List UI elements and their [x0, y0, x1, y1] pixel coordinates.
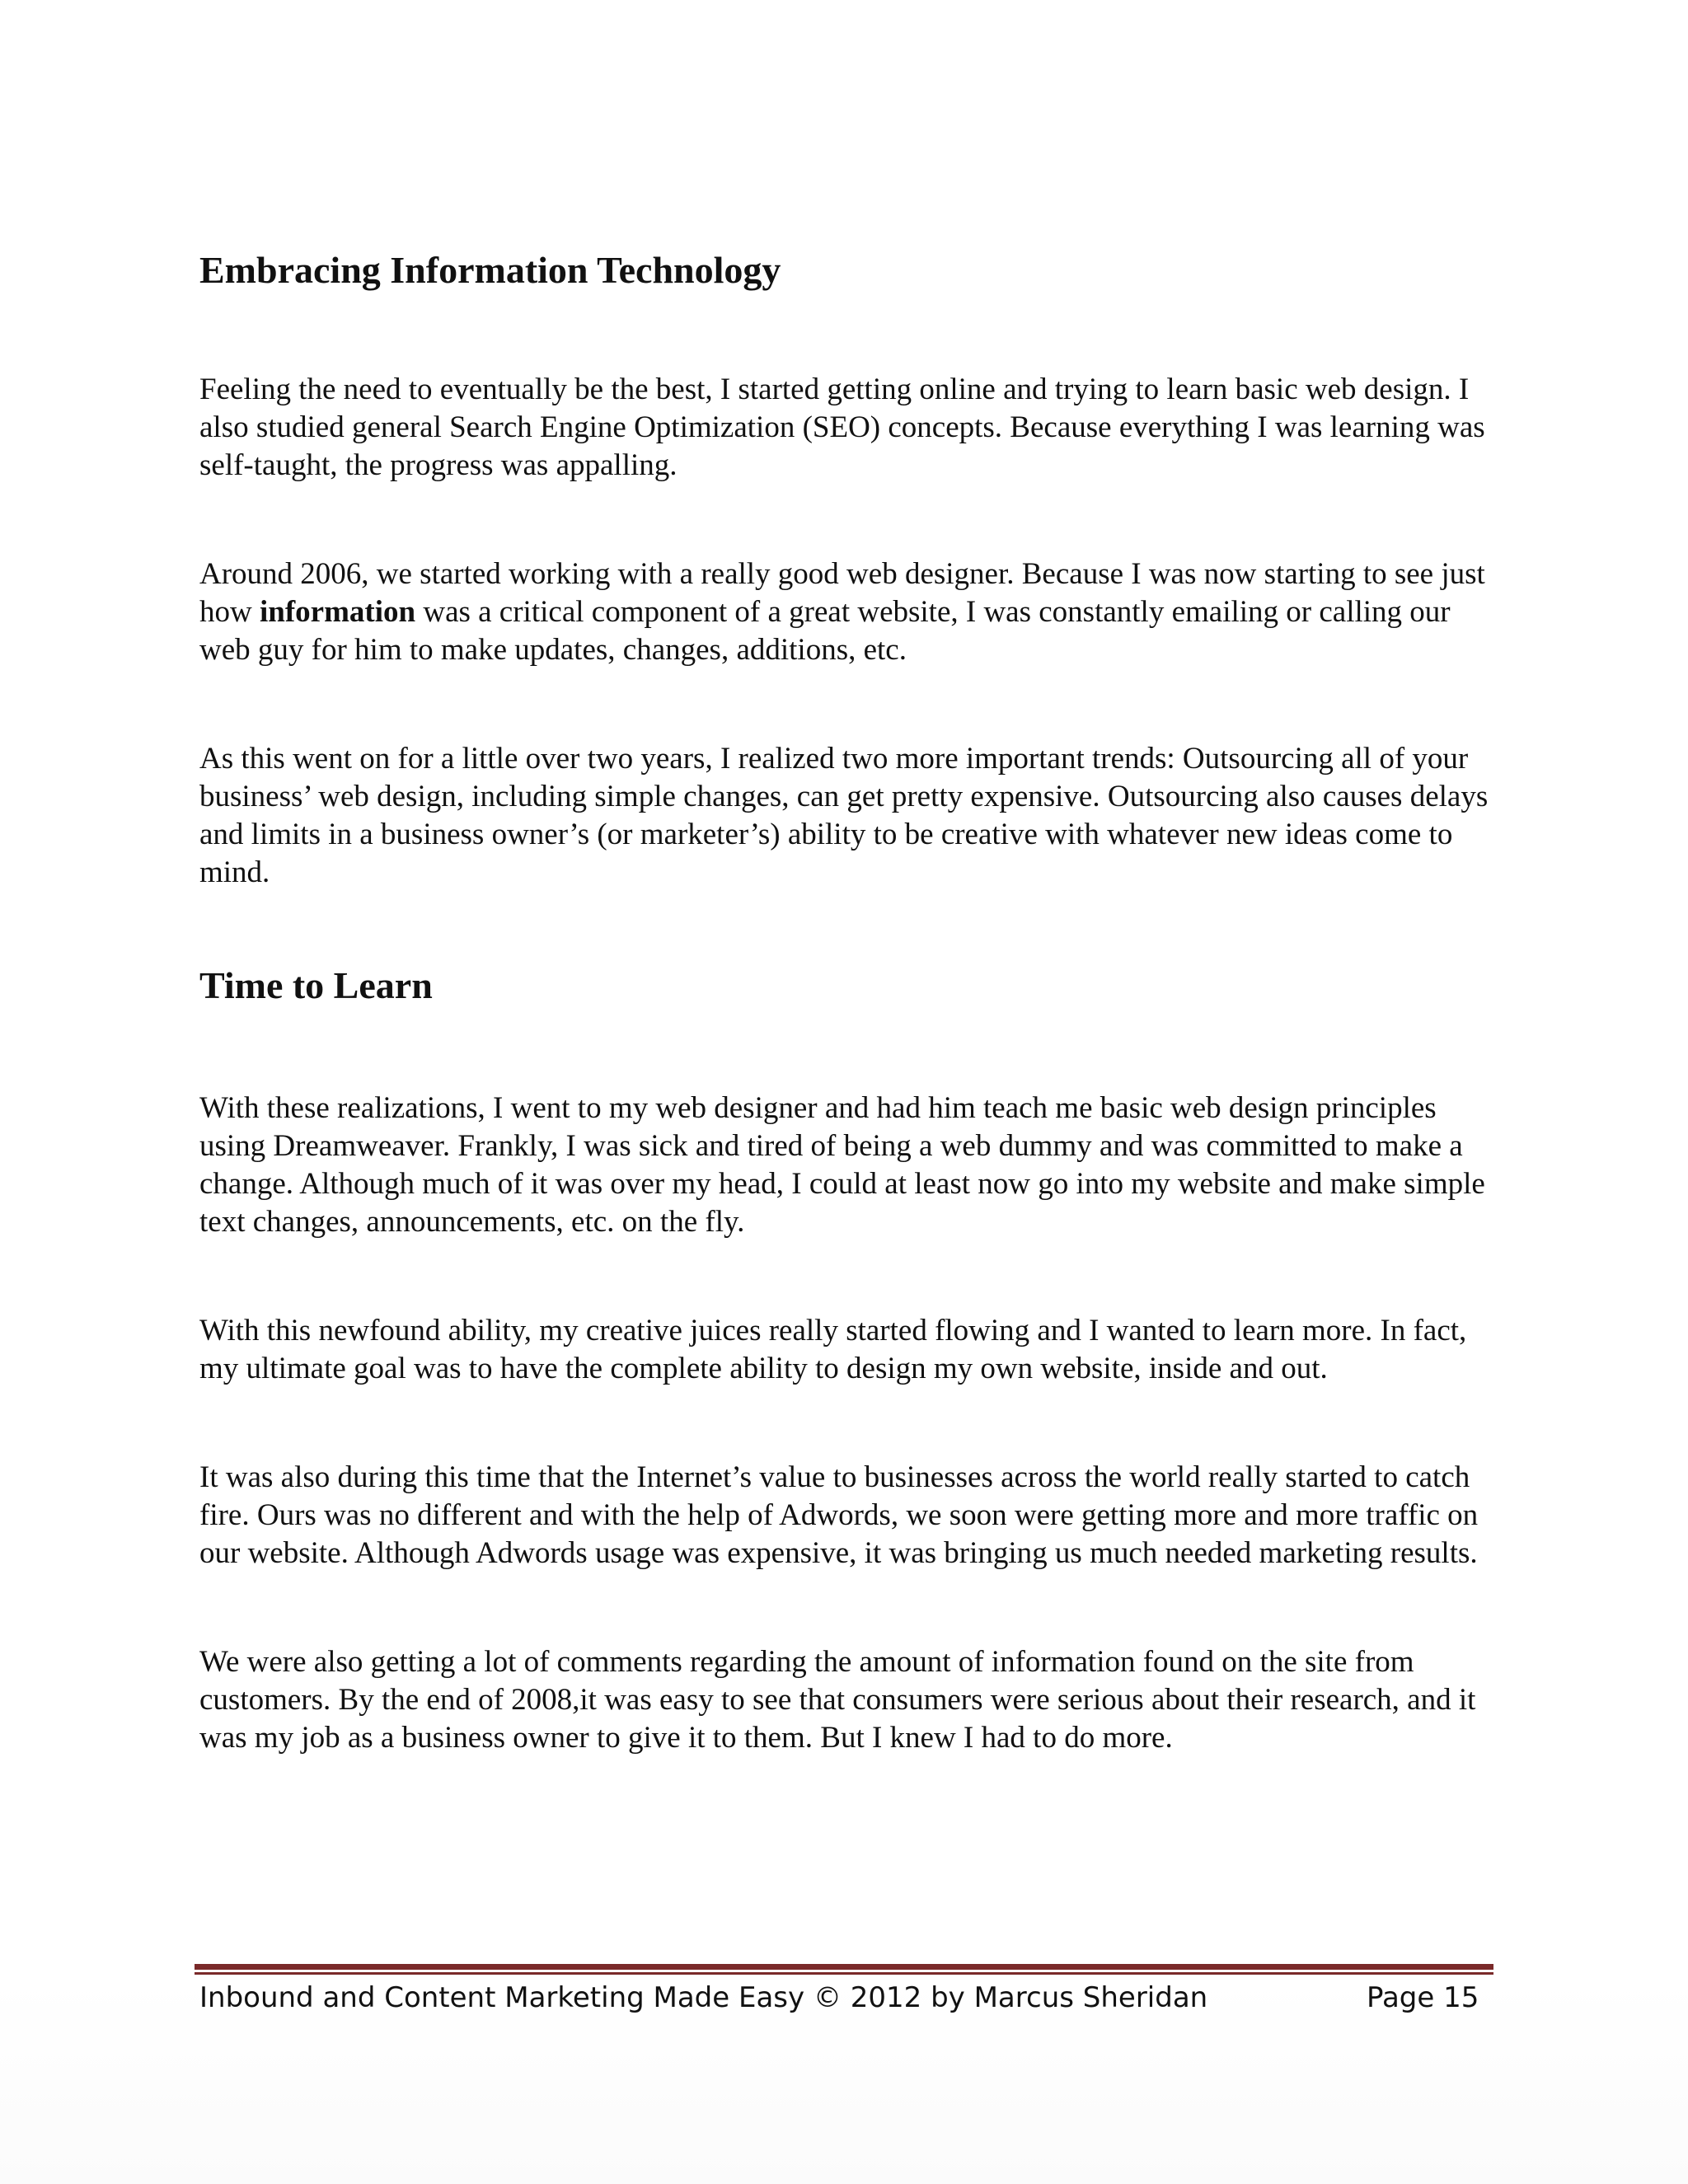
footer-page-number: Page 15 [1367, 1981, 1479, 2014]
paragraph-customer-comments: We were also getting a lot of comments regarding the amount of information found on the site from customers. By the end of 2008,it was easy to see that consumers were serious about their research, and it was my job as a business owner to give it to them. But I knew I had to do more. [199, 1645, 1476, 1755]
paragraph-web-design-learning: Feeling the need to eventually be the best, I started getting online and trying to learn basic web design. I also studied general Search Engine Optimization (SEO) concepts. Because everything I was learning was self-taught, the progress was appalling. [199, 373, 1485, 482]
section-heading-time-to-learn: Time to Learn [199, 964, 433, 1006]
paragraph-text-before: Around 2006, we started working with a really good web designer. Because I was now starting to see just how [199, 557, 1485, 629]
footer-rule-thick [195, 1964, 1493, 1970]
page-content [199, 247, 1493, 1757]
paragraph-newfound-ability: With this newfound ability, my creative juices really started flowing and I wanted to learn more. In fact, my ultimate goal was to have the complete ability to design my own website, inside and out. [199, 1314, 1467, 1385]
bold-word-information: information [259, 595, 416, 629]
paragraph-web-designer-2006 [199, 555, 1493, 669]
paragraph-text-after: was a critical component of a great website, I was constantly emailing or calling our web guy for him to make updates, changes, additions, etc. [199, 595, 1451, 667]
footer-copyright: Inbound and Content Marketing Made Easy © 2012 by Marcus Sheridan [199, 1981, 1208, 2014]
paragraph-internet-value: It was also during this time that the Internet’s value to businesses across the world really started to catch fire. Ours was no different and with the help of Adwords, we soon were getting more and more traffic on our website. Although Adwords usage was expensive, it was bringing us much needed marketing results. [199, 1460, 1479, 1570]
paragraph-dreamweaver: With these realizations, I went to my web designer and had him teach me basic web design principles using Dreamweaver. Frankly, I was sick and tired of being a web dummy and was committed to make a change. Although much of it was over my head, I could at least now go into my website and make simple text changes, announcements, etc. on the fly. [199, 1091, 1485, 1239]
footer-rule-thin [195, 1972, 1493, 1975]
section-heading-embracing-it: Embracing Information Technology [199, 249, 781, 291]
paragraph-outsourcing-trends: As this went on for a little over two years, I realized two more important trends: Outsourcing all of your business’ web design, including simple changes, can get pretty expensive. Outsourcing also causes delays and limits in a business owner’s (or marketer’s) ability to be creative with whatever new ideas come to mind. [199, 742, 1489, 889]
